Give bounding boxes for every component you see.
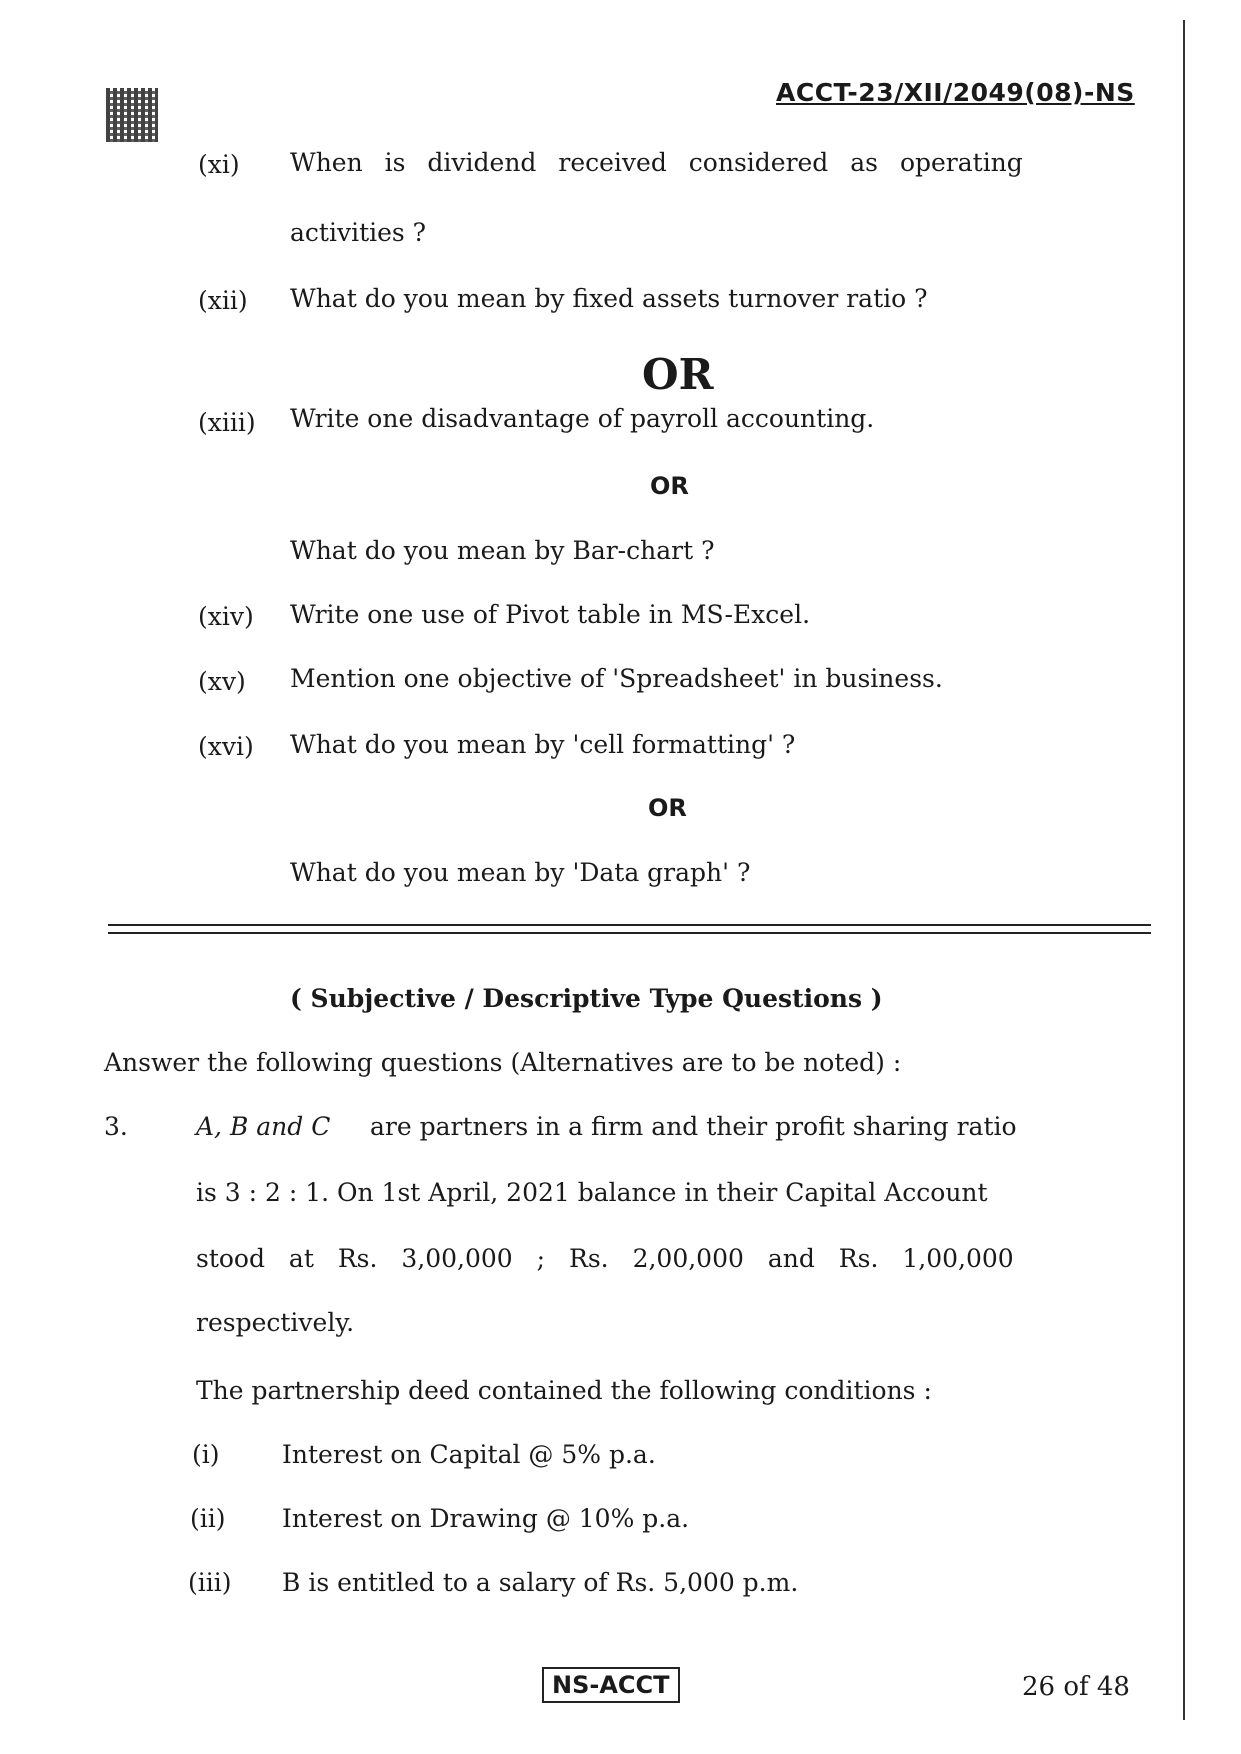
question-number: (xi)	[198, 150, 240, 179]
question-text-alternative: What do you mean by 'Data graph' ?	[290, 858, 751, 887]
question-number: (xvi)	[198, 732, 254, 761]
condition-text: Interest on Capital @ 5% p.a.	[282, 1440, 656, 1469]
question-text-alternative: What do you mean by Bar-chart ?	[290, 536, 715, 565]
paper-code: ACCT-23/XII/2049(08)-NS	[776, 78, 1135, 107]
question-number: (xii)	[198, 286, 248, 315]
question-text: Mention one objective of 'Spreadsheet' in business.	[290, 664, 943, 693]
section-divider	[108, 932, 1151, 934]
question-text: stood at Rs. 3,00,000 ; Rs. 2,00,000 and Rs. 1,00,000	[196, 1244, 1014, 1273]
question-text: Write one use of Pivot table in MS-Excel.	[290, 600, 811, 629]
or-separator: OR	[650, 472, 689, 500]
question-text: The partnership deed contained the following conditions :	[196, 1376, 932, 1405]
footer-code: NS-ACCT	[542, 1667, 680, 1703]
section-divider	[108, 924, 1151, 926]
question-text: are partners in a firm and their profit sharing ratio	[370, 1112, 1017, 1141]
question-text: When is dividend received considered as operating	[290, 148, 1023, 177]
section-heading: ( Subjective / Descriptive Type Questions )	[290, 984, 883, 1013]
question-number: 3.	[104, 1112, 128, 1141]
question-text: is 3 : 2 : 1. On 1st April, 2021 balance in their Capital Account	[196, 1178, 988, 1207]
question-number: (xiv)	[198, 602, 254, 631]
condition-text: B is entitled to a salary of Rs. 5,000 p.m.	[282, 1568, 799, 1597]
question-text: activities ?	[290, 218, 427, 247]
question-text: Write one disadvantage of payroll accounting.	[290, 404, 875, 433]
question-number: (xiii)	[198, 408, 256, 437]
condition-number: (ii)	[190, 1504, 226, 1533]
or-separator: OR	[648, 794, 687, 822]
question-text: respectively.	[196, 1308, 355, 1337]
margin-rule	[1183, 20, 1185, 1720]
partner-names: A, B and C	[196, 1112, 331, 1141]
qr-code-icon	[106, 88, 158, 142]
condition-number: (i)	[192, 1440, 220, 1469]
or-separator: OR	[642, 350, 714, 399]
page-number: 26 of 48	[1022, 1672, 1130, 1702]
question-text: What do you mean by 'cell formatting' ?	[290, 730, 796, 759]
condition-number: (iii)	[188, 1568, 232, 1597]
question-number: (xv)	[198, 667, 246, 696]
section-instruction: Answer the following questions (Alternatives are to be noted) :	[104, 1048, 902, 1077]
condition-text: Interest on Drawing @ 10% p.a.	[282, 1504, 690, 1533]
question-text: What do you mean by fixed assets turnover ratio ?	[290, 284, 928, 313]
